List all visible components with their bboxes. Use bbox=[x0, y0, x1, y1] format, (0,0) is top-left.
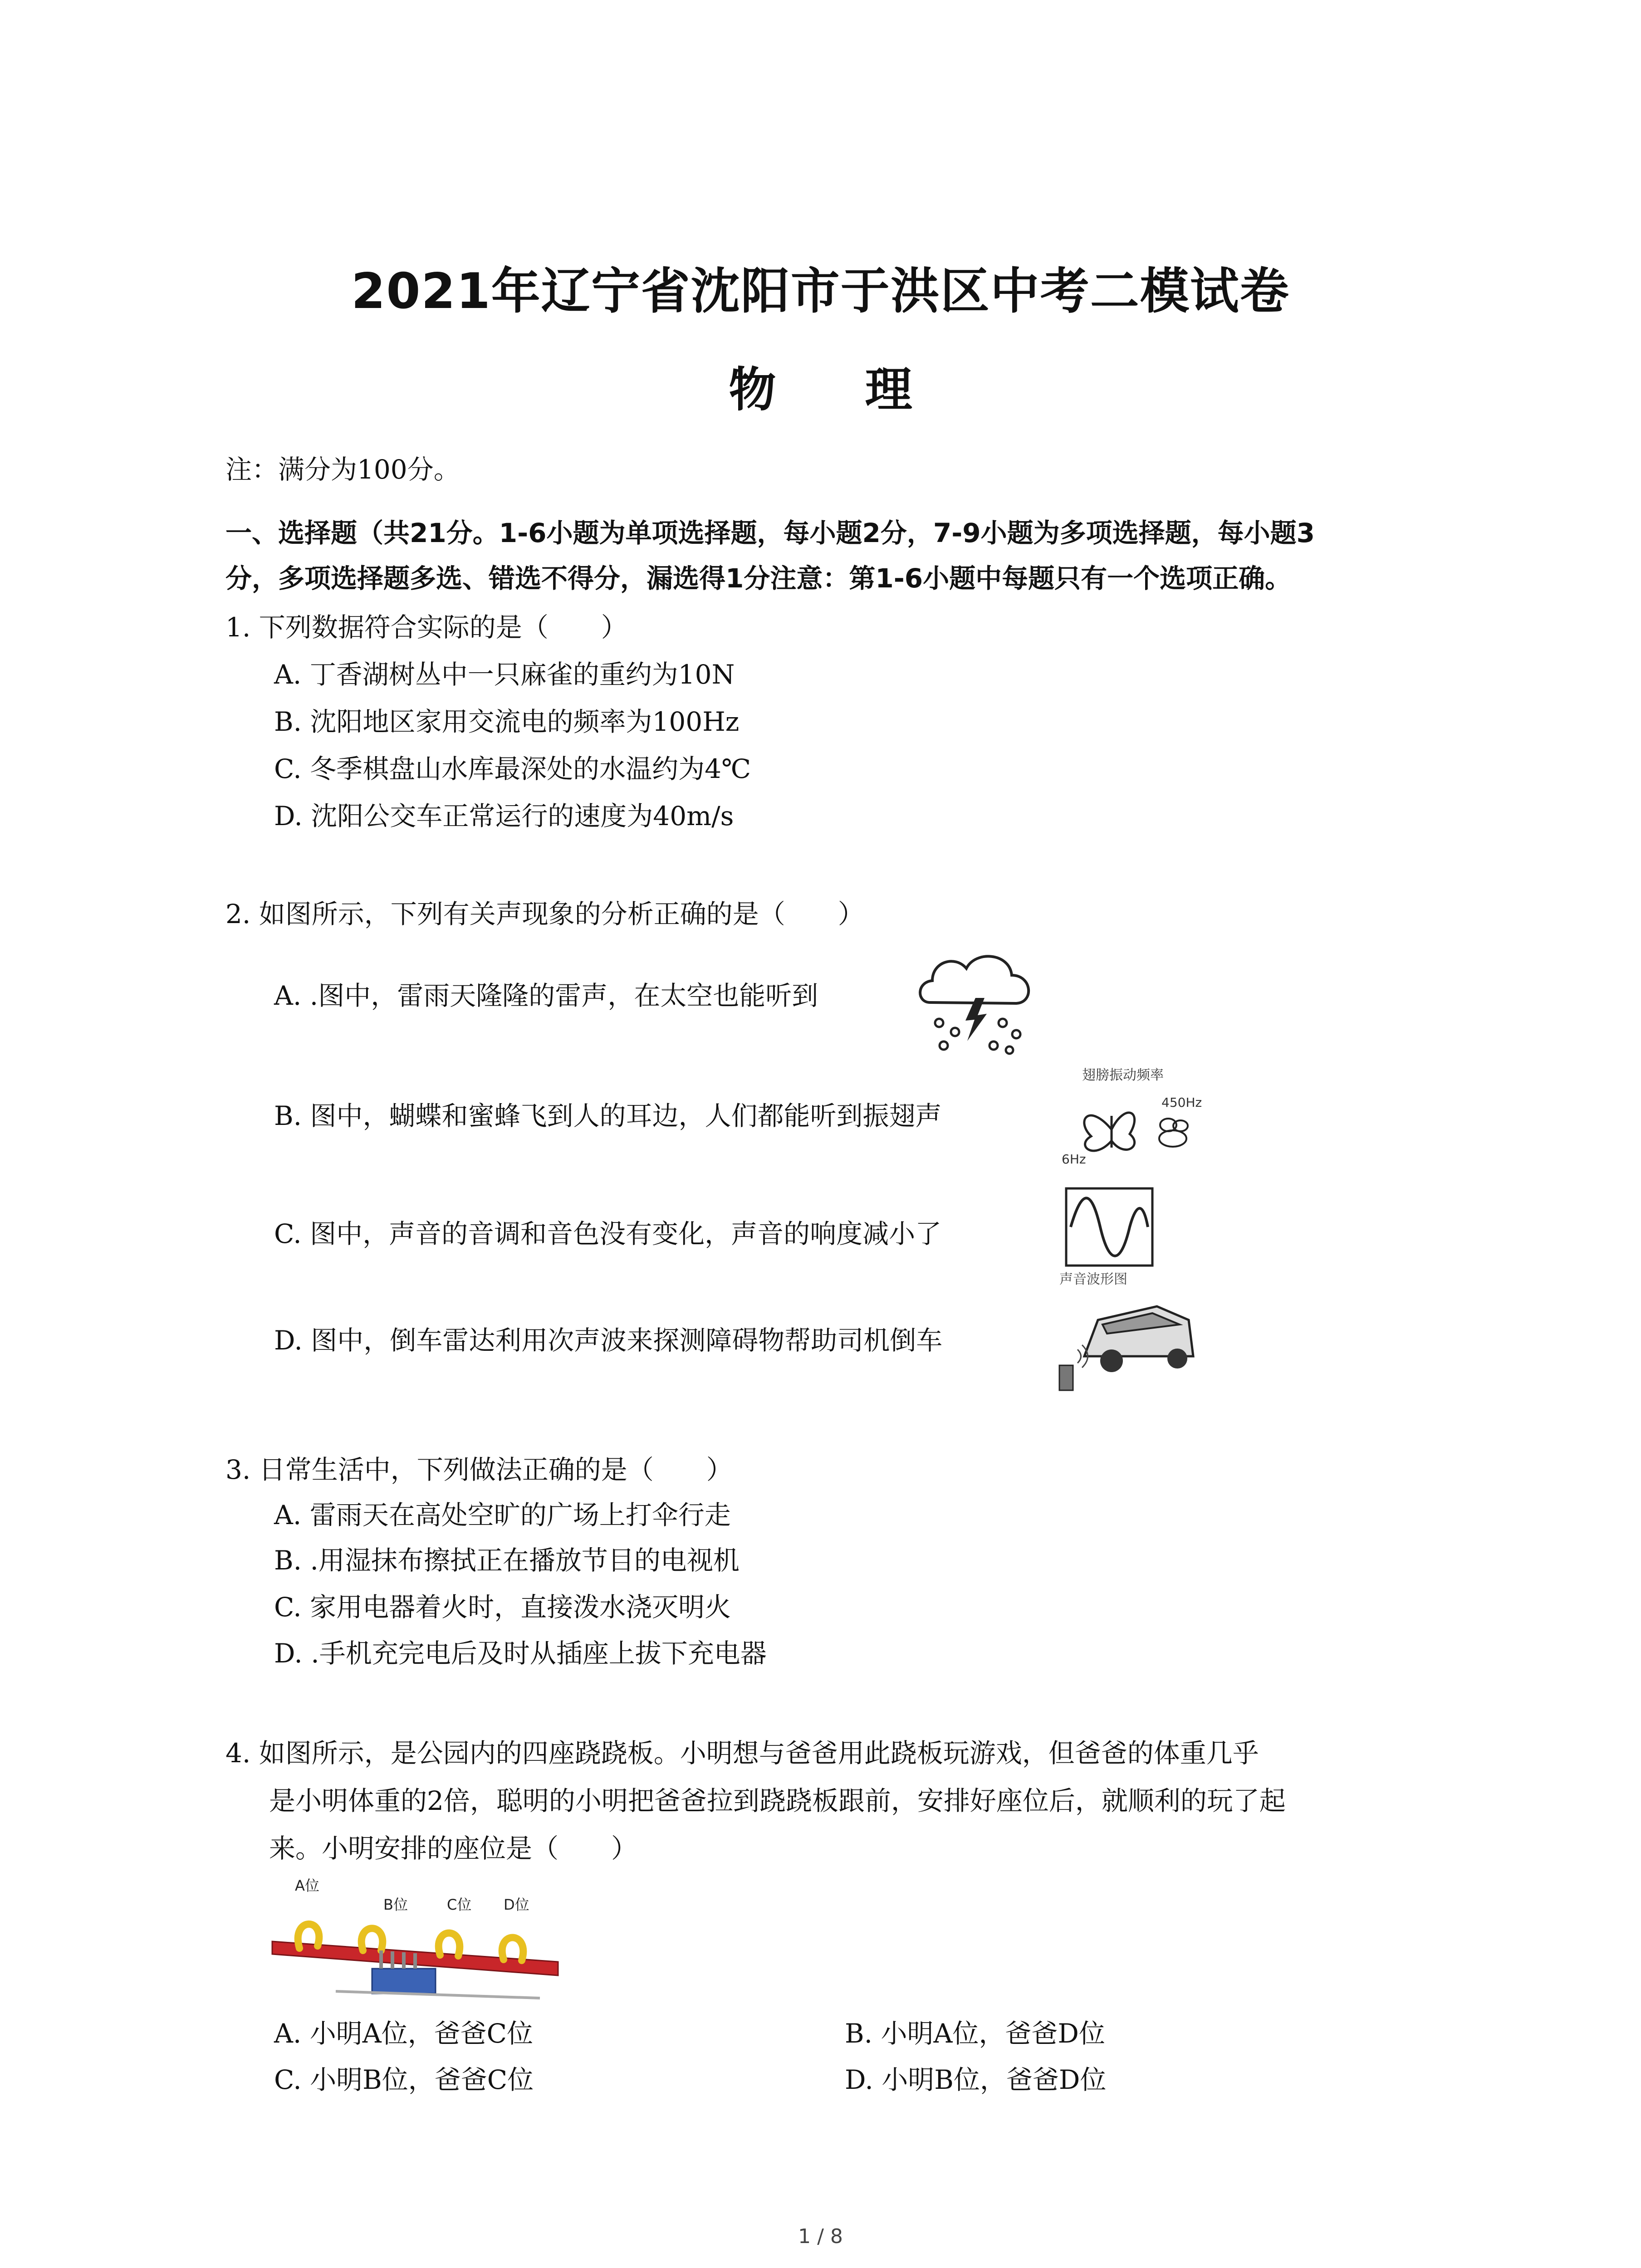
q4-stem-line-3: 来。小明安排的座位是（ ） bbox=[269, 1833, 638, 1864]
page-number: 1 / 8 bbox=[798, 2225, 843, 2248]
q2-option-d: D. 图中，倒车雷达利用次声波来探测障碍物帮助司机倒车 bbox=[274, 1325, 943, 1356]
q3-option-b: B. .用湿抹布擦拭正在播放节目的电视机 bbox=[274, 1545, 740, 1576]
sound-waveform-figure bbox=[1057, 1184, 1161, 1288]
q2-option-b: B. 图中，蝴蝶和蜜蜂飞到人的耳边，人们都能听到振翅声 bbox=[274, 1100, 942, 1131]
q2-option-a: A. .图中，雷雨天隆隆的雷声，在太空也能听到 bbox=[274, 980, 818, 1011]
q4-option-c: C. 小明B位，爸爸C位 bbox=[274, 2064, 534, 2095]
q3-stem: 3. 日常生活中，下列做法正确的是（ ） bbox=[225, 1454, 733, 1485]
bee-icon bbox=[1159, 1119, 1188, 1147]
q1-option-b: B. 沈阳地区家用交流电的频率为100Hz bbox=[274, 706, 740, 737]
section-heading-line-1: 一、选择题（共21分。1-6小题为单项选择题，每小题2分，7-9小题为多项选择题，每小题3 bbox=[225, 518, 1315, 548]
fig-c-caption: 声音波形图 bbox=[1059, 1271, 1127, 1287]
butterfly-bee-figure bbox=[1057, 1061, 1207, 1175]
q3-option-c: C. 家用电器着火时，直接泼水浇灭明火 bbox=[274, 1592, 731, 1623]
seesaw-figure bbox=[268, 1873, 567, 2005]
q2-stem: 2. 如图所示，下列有关声现象的分析正确的是（ ） bbox=[225, 899, 864, 929]
q4-option-b: B. 小明A位，爸爸D位 bbox=[845, 2018, 1105, 2049]
exam-title: 2021年辽宁省沈阳市于洪区中考二模试卷 bbox=[351, 263, 1290, 320]
thunderstorm-cloud-figure bbox=[912, 943, 1043, 1057]
reversing-car-figure bbox=[1057, 1288, 1198, 1393]
q4-option-a: A. 小明A位，爸爸C位 bbox=[274, 2018, 534, 2049]
q4-option-d: D. 小明B位，爸爸D位 bbox=[845, 2064, 1107, 2095]
seat-label-d: D位 bbox=[504, 1896, 529, 1913]
fig-b-caption: 翅膀振动频率 bbox=[1082, 1067, 1164, 1083]
seat-label-a: A位 bbox=[295, 1877, 319, 1894]
q1-stem: 1. 下列数据符合实际的是（ ） bbox=[225, 612, 627, 643]
q3-option-a: A. 雷雨天在高处空旷的广场上打伞行走 bbox=[274, 1500, 731, 1530]
score-note: 注：满分为100分。 bbox=[225, 454, 460, 485]
subject-title: 物 理 bbox=[729, 362, 949, 417]
seat-label-b: B位 bbox=[383, 1896, 408, 1913]
fig-b-left-label: 6Hz bbox=[1062, 1152, 1086, 1167]
section-heading-line-2: 分，多项选择题多选、错选不得分，漏选得1分注意：第1-6小题中每题只有一个选项正确。 bbox=[225, 563, 1292, 594]
fig-b-right-label: 450Hz bbox=[1161, 1095, 1202, 1110]
q1-option-a: A. 丁香湖树丛中一只麻雀的重约为10N bbox=[274, 659, 735, 690]
q4-stem-line-2: 是小明体重的2倍，聪明的小明把爸爸拉到跷跷板跟前，安排好座位后，就顺利的玩了起 bbox=[269, 1785, 1286, 1816]
q3-option-d: D. .手机充完电后及时从插座上拔下充电器 bbox=[274, 1638, 767, 1669]
butterfly-icon bbox=[1084, 1113, 1135, 1151]
q1-option-d: D. 沈阳公交车正常运行的速度为40m/s bbox=[274, 801, 734, 831]
q1-option-c: C. 冬季棋盘山水库最深处的水温约为4℃ bbox=[274, 753, 751, 784]
q2-option-c: C. 图中，声音的音调和音色没有变化，声音的响度减小了 bbox=[274, 1218, 942, 1249]
q4-stem-line-1: 4. 如图所示，是公园内的四座跷跷板。小明想与爸爸用此跷板玩游戏，但爸爸的体重几乎 bbox=[225, 1738, 1259, 1769]
seat-label-c: C位 bbox=[447, 1896, 472, 1913]
